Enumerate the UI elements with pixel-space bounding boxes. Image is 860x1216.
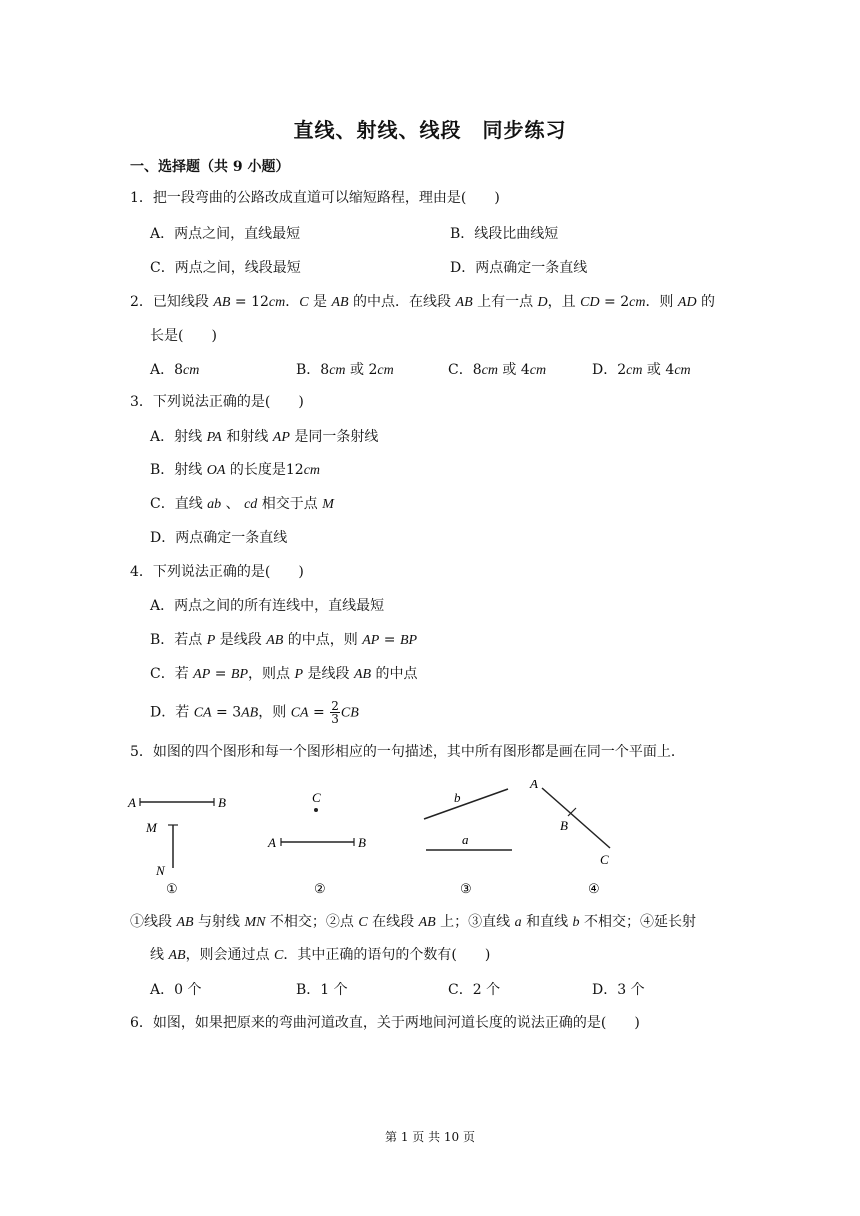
fig3-label-b: b <box>454 790 461 805</box>
fig2-label-c: C <box>312 790 321 805</box>
fig4-label-b: B <box>560 818 568 833</box>
question-2-option-b[interactable]: B．8cm 或 2cm <box>296 362 394 378</box>
fig2-point-c <box>314 808 318 812</box>
question-4-option-a[interactable]: A．两点之间的所有连线中，直线最短 <box>150 598 385 614</box>
fig4-ray-ab <box>542 788 610 848</box>
figure-3 <box>424 789 512 896</box>
page-footer: 第 1 页 共 10 页 <box>385 1130 475 1144</box>
question-2-option-a[interactable]: A．8cm <box>150 362 200 378</box>
question-1-option-b[interactable]: B．线段比曲线短 <box>450 226 559 242</box>
question-1-stem: 1．把一段弯曲的公路改成直道可以缩短路程，理由是( ) <box>130 190 500 206</box>
question-3-option-b[interactable]: B．射线 OA 的长度是12cm <box>150 462 321 478</box>
fig2-label-b: B <box>358 835 366 850</box>
question-3-option-c[interactable]: C．直线 ab 、 cd 相交于点 M <box>150 496 334 512</box>
question-5-option-d[interactable]: D．3 个 <box>592 982 645 998</box>
fig2-label-a: A <box>268 835 276 850</box>
fig1-label-a: A <box>128 795 136 810</box>
fig1-number: ① <box>166 881 178 896</box>
figure-1 <box>127 795 226 896</box>
question-4-stem: 4．下列说法正确的是( ) <box>130 564 304 580</box>
fig3-line-b <box>424 789 508 819</box>
question-5-description: ①线段 AB 与射线 MN 不相交；②点 C 在线段 AB 上；③直线 a 和直线 b 不相交；④延长射 <box>130 914 696 930</box>
question-3-stem: 3．下列说法正确的是( ) <box>130 394 304 410</box>
fig4-label-c: C <box>600 852 609 867</box>
question-2-stem: 2．已知线段 AB = 12cm．C 是 AB 的中点．在线段 AB 上有一点 D，且 CD = 2cm．则 AD 的 <box>130 294 716 310</box>
question-4-option-c[interactable]: C．若 AP = BP，则点 P 是线段 AB 的中点 <box>150 666 418 682</box>
question-5-option-c[interactable]: C．2 个 <box>448 982 501 998</box>
question-3-option-a[interactable]: A．射线 PA 和射线 AP 是同一条射线 <box>150 429 379 445</box>
question-2-stem-line2: 长是( ) <box>150 328 217 344</box>
fig4-number: ④ <box>588 881 600 896</box>
figure-4 <box>529 780 610 896</box>
question-1-option-c[interactable]: C．两点之间，线段最短 <box>150 260 301 276</box>
fig1-label-n: N <box>156 863 165 878</box>
fig1-label-m: M <box>146 820 157 835</box>
question-5-option-b[interactable]: B．1 个 <box>296 982 348 998</box>
page-title: 直线、射线、线段 同步练习 <box>293 118 567 142</box>
section-heading: 一、选择题（共 9 小题） <box>130 159 290 175</box>
fraction-two-thirds: $\frac{2}{3}$ <box>331 699 339 726</box>
question-2-option-c[interactable]: C．8cm 或 4cm <box>448 362 547 378</box>
question-1-option-d[interactable]: D．两点确定一条直线 <box>450 260 588 276</box>
fig2-number: ② <box>314 881 326 896</box>
question-5-stem: 5．如图的四个图形和每一个图形相应的一句描述，其中所有图形都是画在同一个平面上． <box>130 744 685 760</box>
question-4-option-b[interactable]: B．若点 P 是线段 AB 的中点，则 AP = BP <box>150 632 418 648</box>
question-5-description-line2: 线 AB，则会通过点 C．其中正确的语句的个数有( ) <box>150 947 491 963</box>
question-5-figures <box>126 780 646 900</box>
question-2-option-d[interactable]: D．2cm 或 4cm <box>592 362 691 378</box>
fig1-label-b: B <box>218 795 226 810</box>
question-1-option-a[interactable]: A．两点之间，直线最短 <box>150 226 301 242</box>
fig4-label-a: A <box>530 780 538 791</box>
figure-2 <box>267 790 366 896</box>
fig3-label-a: a <box>462 832 469 847</box>
question-5-option-a[interactable]: A．0 个 <box>150 982 202 998</box>
question-4-option-d[interactable]: D．若 CA = 3AB，则 CA = $\frac{2}{3}$ CB <box>150 699 359 726</box>
fig3-number: ③ <box>460 881 472 896</box>
question-3-option-d[interactable]: D．两点确定一条直线 <box>150 530 288 546</box>
question-6-stem: 6．如图，如果把原来的弯曲河道改直，关于两地间河道长度的说法正确的是( ) <box>130 1015 640 1031</box>
